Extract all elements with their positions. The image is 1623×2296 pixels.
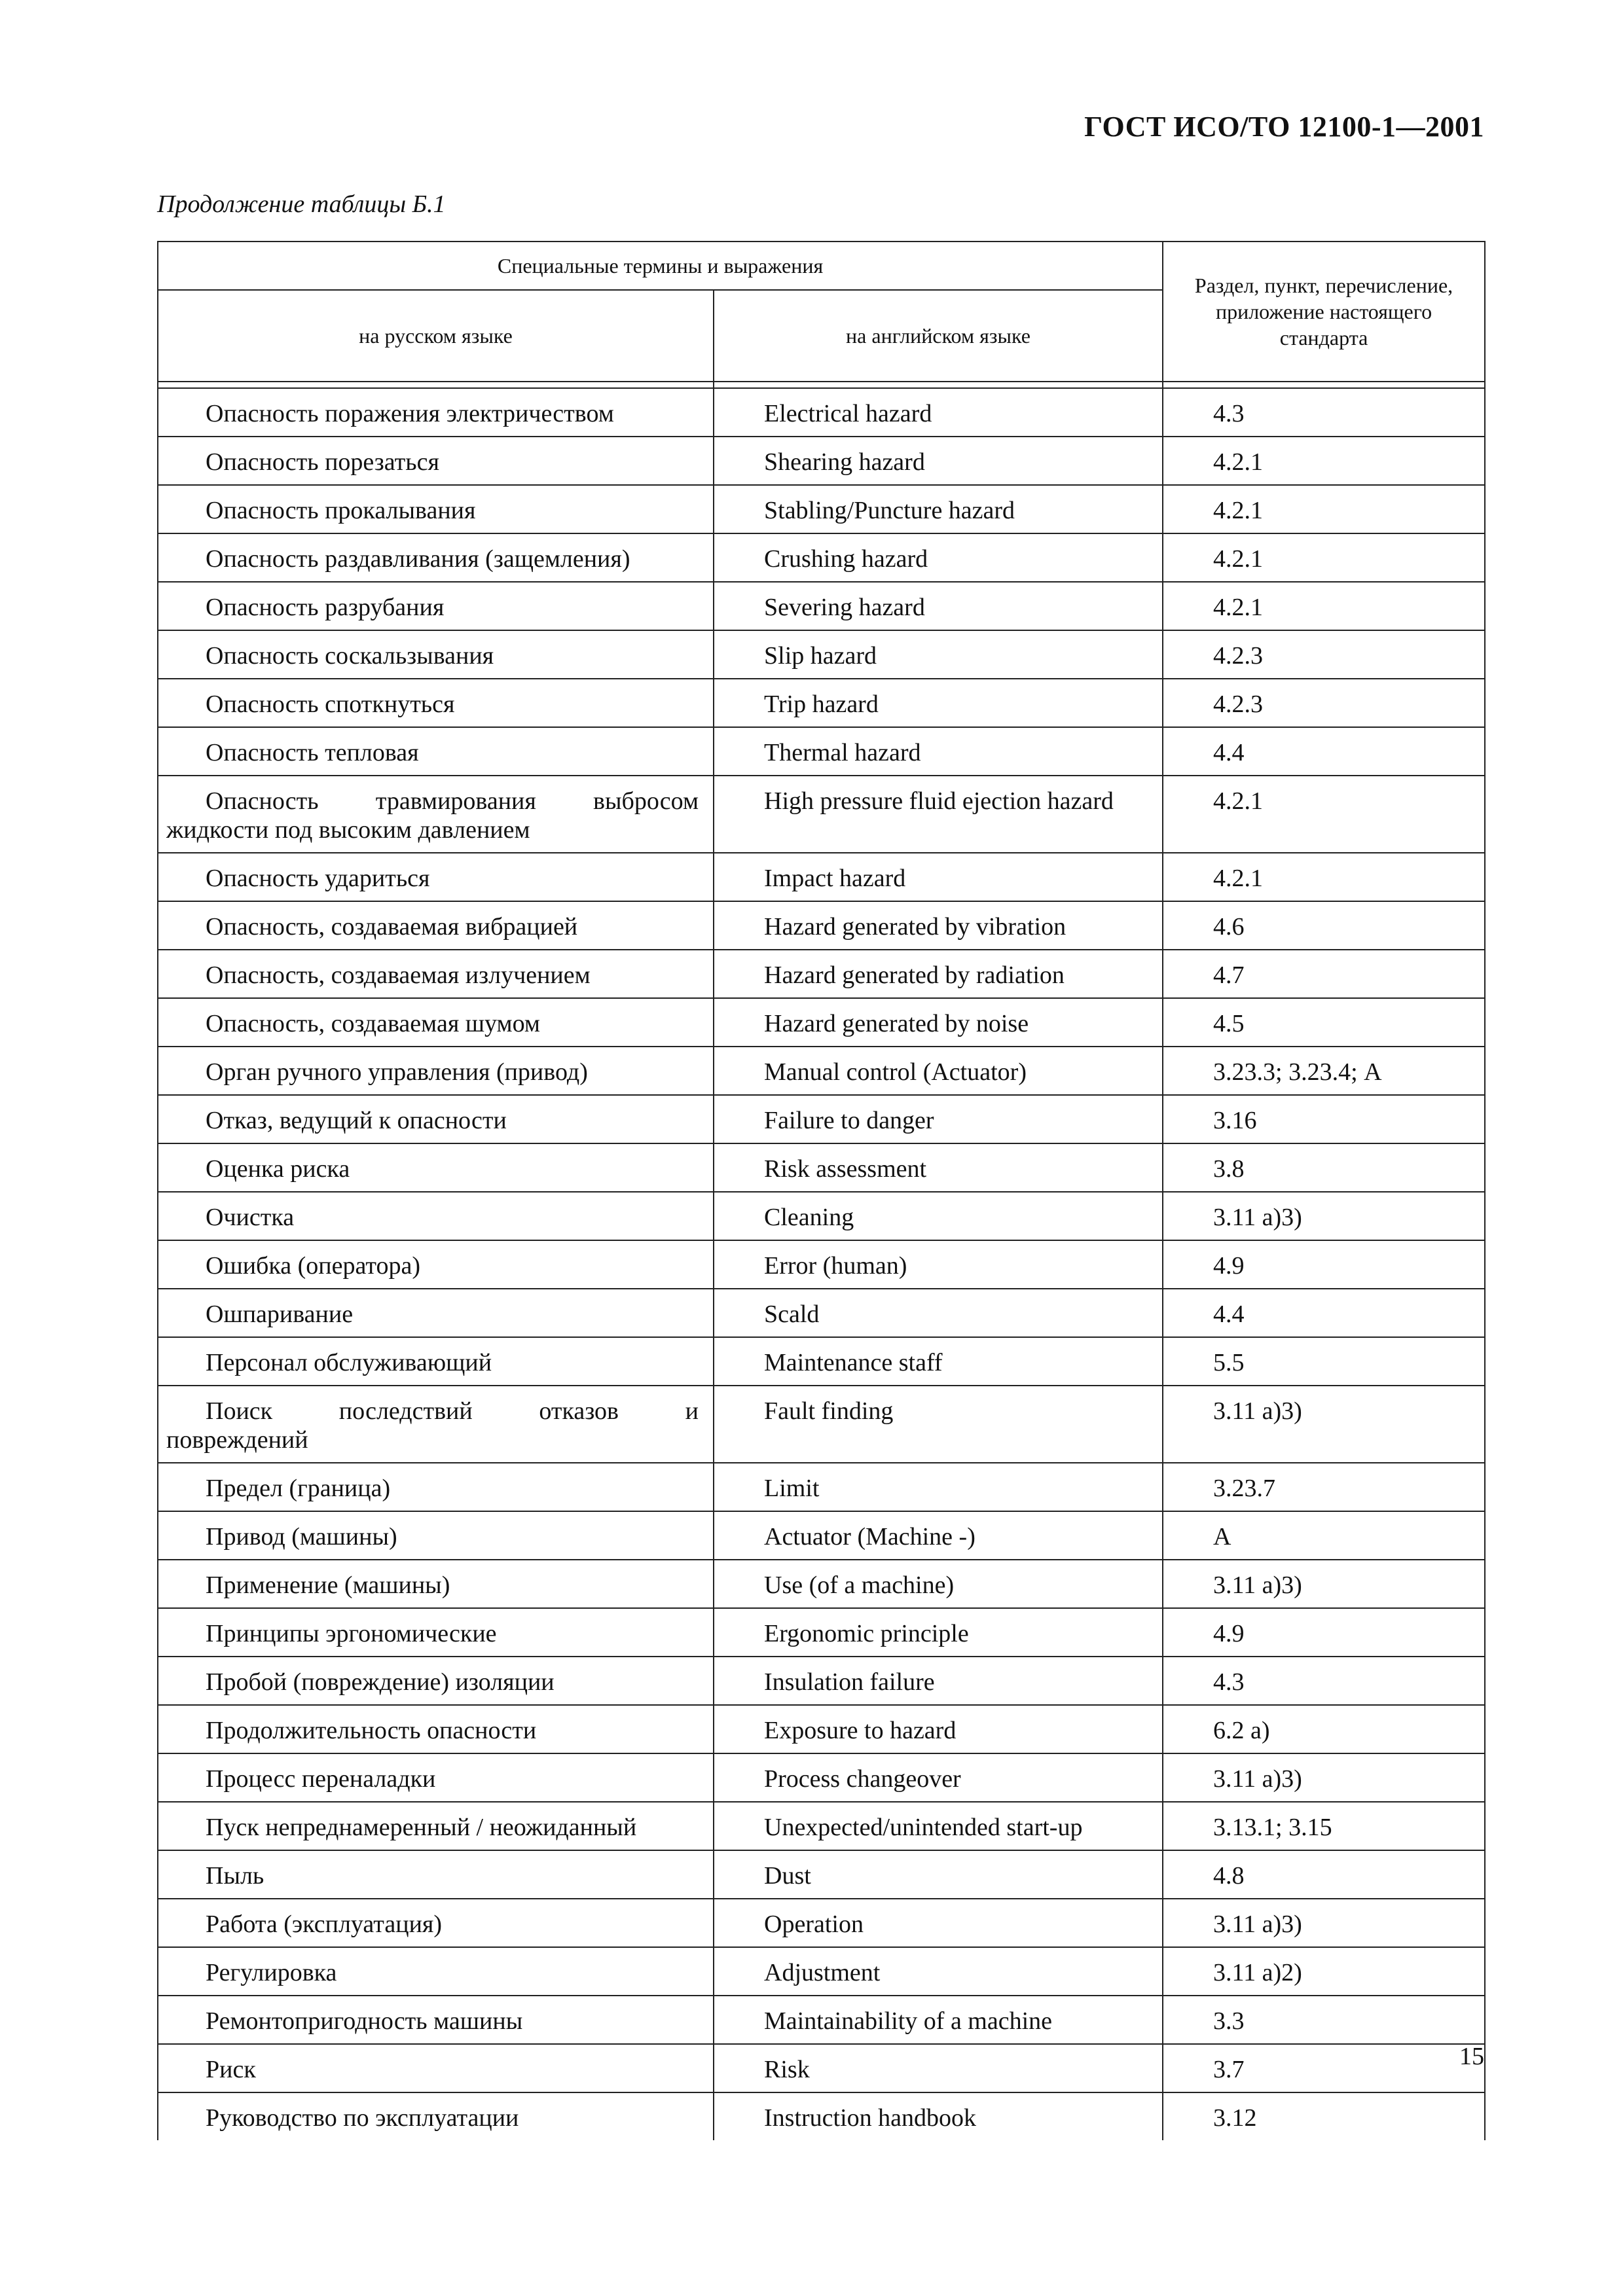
section-reference: 4.2.1 xyxy=(1163,582,1485,630)
section-reference: 3.23.3; 3.23.4; А xyxy=(1163,1047,1485,1095)
term-english: Hazard generated by vibration xyxy=(714,901,1163,950)
term-english: Severing hazard xyxy=(714,582,1163,630)
term-russian-line-2: повреждений xyxy=(166,1426,308,1454)
section-reference: 4.4 xyxy=(1163,727,1485,776)
table-row xyxy=(158,1947,1485,1996)
term-russian: Опасность тепловая xyxy=(158,727,714,776)
table-row xyxy=(158,1463,1485,1511)
section-reference: 4.2.3 xyxy=(1163,630,1485,679)
term-russian: Риск xyxy=(158,2044,714,2092)
term-english: Insulation failure xyxy=(714,1657,1163,1705)
term-english: Limit xyxy=(714,1463,1163,1511)
terms-table xyxy=(157,241,1486,2140)
term-russian: Ремонтопригодность машины xyxy=(158,1996,714,2044)
term-russian: Персонал обслуживающий xyxy=(158,1337,714,1386)
term-english: Stabling/Puncture hazard xyxy=(714,485,1163,533)
term-russian xyxy=(158,1386,714,1463)
section-reference: 4.9 xyxy=(1163,1608,1485,1657)
section-reference: А xyxy=(1163,1511,1485,1560)
table-row xyxy=(158,1850,1485,1899)
section-reference: 4.2.1 xyxy=(1163,776,1485,853)
header-separator xyxy=(158,382,1485,388)
table-row xyxy=(158,1996,1485,2044)
table-row xyxy=(158,1705,1485,1753)
section-reference: 3.8 xyxy=(1163,1143,1485,1192)
page-number: 15 xyxy=(1459,2043,1484,2070)
term-english: Manual control (Actuator) xyxy=(714,1047,1163,1095)
section-reference: 3.11 а)3) xyxy=(1163,1753,1485,1802)
section-reference: 3.3 xyxy=(1163,1996,1485,2044)
term-english: Unexpected/unintended start-up xyxy=(714,1802,1163,1850)
term-russian-line-2: жидкости под высоким давлением xyxy=(166,816,530,844)
section-reference: 3.12 xyxy=(1163,2092,1485,2140)
term-english: Scald xyxy=(714,1289,1163,1337)
table-row xyxy=(158,679,1485,727)
term-english: Cleaning xyxy=(714,1192,1163,1240)
term-russian: Опасность споткнуться xyxy=(158,679,714,727)
term-russian: Опасность, создаваемая излучением xyxy=(158,950,714,998)
table-row xyxy=(158,1337,1485,1386)
section-reference: 3.11 а)2) xyxy=(1163,1947,1485,1996)
term-english: Maintenance staff xyxy=(714,1337,1163,1386)
term-english: Actuator (Machine -) xyxy=(714,1511,1163,1560)
section-reference: 4.2.3 xyxy=(1163,679,1485,727)
term-russian-line-1: Поиск последствий отказов и xyxy=(206,1397,699,1425)
term-english: Adjustment xyxy=(714,1947,1163,1996)
term-russian: Пуск непреднамеренный / неожиданный xyxy=(158,1802,714,1850)
section-reference: 4.8 xyxy=(1163,1850,1485,1899)
term-english: Hazard generated by noise xyxy=(714,998,1163,1047)
header-russian: на русском языке xyxy=(158,290,714,382)
term-english: Exposure to hazard xyxy=(714,1705,1163,1753)
term-russian: Ошибка (оператора) xyxy=(158,1240,714,1289)
section-reference: 3.7 xyxy=(1163,2044,1485,2092)
table-row xyxy=(158,582,1485,630)
term-russian: Регулировка xyxy=(158,1947,714,1996)
term-russian: Орган ручного управления (привод) xyxy=(158,1047,714,1095)
term-english: Risk assessment xyxy=(714,1143,1163,1192)
term-russian: Руководство по эксплуатации xyxy=(158,2092,714,2140)
term-english: Instruction handbook xyxy=(714,2092,1163,2140)
term-russian-line-1: Опасность травмирования выбросом xyxy=(206,787,699,815)
section-reference: 5.5 xyxy=(1163,1337,1485,1386)
header-section-reference: Раздел, пункт, перечисление, приложение настоящего стандарта xyxy=(1163,242,1485,382)
table-row xyxy=(158,1753,1485,1802)
term-english: High pressure fluid ejection hazard xyxy=(714,776,1163,853)
table-row xyxy=(158,1657,1485,1705)
table-row xyxy=(158,1047,1485,1095)
table-row xyxy=(158,437,1485,485)
table-row xyxy=(158,727,1485,776)
term-russian: Опасность, создаваемая шумом xyxy=(158,998,714,1047)
section-reference: 3.11 а)3) xyxy=(1163,1899,1485,1947)
section-reference: 4.2.1 xyxy=(1163,485,1485,533)
term-russian: Ошпаривание xyxy=(158,1289,714,1337)
table-row xyxy=(158,853,1485,901)
term-english: Shearing hazard xyxy=(714,437,1163,485)
section-reference: 3.16 xyxy=(1163,1095,1485,1143)
term-russian: Пыль xyxy=(158,1850,714,1899)
term-russian: Продолжительность опасности xyxy=(158,1705,714,1753)
term-english: Process changeover xyxy=(714,1753,1163,1802)
table-row xyxy=(158,1608,1485,1657)
section-reference: 4.4 xyxy=(1163,1289,1485,1337)
table-body xyxy=(158,388,1485,2140)
term-english: Maintainability of a machine xyxy=(714,1996,1163,2044)
term-english: Hazard generated by radiation xyxy=(714,950,1163,998)
term-english: Ergonomic principle xyxy=(714,1608,1163,1657)
section-reference: 4.7 xyxy=(1163,950,1485,998)
term-english: Electrical hazard xyxy=(714,388,1163,437)
term-russian: Пробой (повреждение) изоляции xyxy=(158,1657,714,1705)
term-russian: Опасность, создаваемая вибрацией xyxy=(158,901,714,950)
table-row xyxy=(158,1386,1485,1463)
table-row xyxy=(158,1899,1485,1947)
term-english: Failure to danger xyxy=(714,1095,1163,1143)
term-russian: Привод (машины) xyxy=(158,1511,714,1560)
section-reference: 3.11 а)3) xyxy=(1163,1560,1485,1608)
section-reference: 4.9 xyxy=(1163,1240,1485,1289)
term-english: Risk xyxy=(714,2044,1163,2092)
term-russian: Предел (граница) xyxy=(158,1463,714,1511)
section-reference: 4.3 xyxy=(1163,1657,1485,1705)
term-russian: Очистка xyxy=(158,1192,714,1240)
term-russian: Отказ, ведущий к опасности xyxy=(158,1095,714,1143)
table-row xyxy=(158,1192,1485,1240)
term-english: Use (of a machine) xyxy=(714,1560,1163,1608)
term-russian: Опасность раздавливания (защемления) xyxy=(158,533,714,582)
table-row xyxy=(158,388,1485,437)
term-russian: Принципы эргономические xyxy=(158,1608,714,1657)
term-english: Error (human) xyxy=(714,1240,1163,1289)
table-caption: Продолжение таблицы Б.1 xyxy=(157,190,446,218)
term-english: Fault finding xyxy=(714,1386,1163,1463)
term-russian: Опасность поражения электричеством xyxy=(158,388,714,437)
table-row xyxy=(158,1095,1485,1143)
table-row xyxy=(158,1511,1485,1560)
term-russian: Опасность порезаться xyxy=(158,437,714,485)
table-row xyxy=(158,998,1485,1047)
section-reference: 4.2.1 xyxy=(1163,437,1485,485)
table-row xyxy=(158,1802,1485,1850)
term-russian: Опасность прокалывания xyxy=(158,485,714,533)
table-row xyxy=(158,630,1485,679)
document-code: ГОСТ ИСО/ТО 12100-1—2001 xyxy=(1084,111,1484,143)
term-russian: Опасность соскальзывания xyxy=(158,630,714,679)
term-russian: Оценка риска xyxy=(158,1143,714,1192)
term-russian: Работа (эксплуатация) xyxy=(158,1899,714,1947)
term-english: Crushing hazard xyxy=(714,533,1163,582)
section-reference: 4.3 xyxy=(1163,388,1485,437)
table-row xyxy=(158,485,1485,533)
term-english: Trip hazard xyxy=(714,679,1163,727)
term-english: Slip hazard xyxy=(714,630,1163,679)
section-reference: 4.2.1 xyxy=(1163,533,1485,582)
table-row xyxy=(158,1560,1485,1608)
header-english: на английском языке xyxy=(714,290,1163,382)
table-row xyxy=(158,533,1485,582)
term-english: Thermal hazard xyxy=(714,727,1163,776)
header-special-terms: Специальные термины и выражения xyxy=(158,242,1163,290)
table-row xyxy=(158,1240,1485,1289)
section-reference: 3.13.1; 3.15 xyxy=(1163,1802,1485,1850)
section-reference: 4.6 xyxy=(1163,901,1485,950)
term-russian xyxy=(158,776,714,853)
table-row xyxy=(158,901,1485,950)
term-russian: Опасность разрубания xyxy=(158,582,714,630)
term-english: Operation xyxy=(714,1899,1163,1947)
section-reference: 3.23.7 xyxy=(1163,1463,1485,1511)
section-reference: 4.5 xyxy=(1163,998,1485,1047)
table-row xyxy=(158,950,1485,998)
term-english: Impact hazard xyxy=(714,853,1163,901)
table-row xyxy=(158,1289,1485,1337)
section-reference: 4.2.1 xyxy=(1163,853,1485,901)
table-row xyxy=(158,2044,1485,2092)
term-russian: Опасность удариться xyxy=(158,853,714,901)
term-english: Dust xyxy=(714,1850,1163,1899)
section-reference: 3.11 а)3) xyxy=(1163,1192,1485,1240)
section-reference: 3.11 а)3) xyxy=(1163,1386,1485,1463)
term-russian: Применение (машины) xyxy=(158,1560,714,1608)
term-russian: Процесс переналадки xyxy=(158,1753,714,1802)
section-reference: 6.2 а) xyxy=(1163,1705,1485,1753)
table-row xyxy=(158,2092,1485,2140)
table-row xyxy=(158,776,1485,853)
table-row xyxy=(158,1143,1485,1192)
